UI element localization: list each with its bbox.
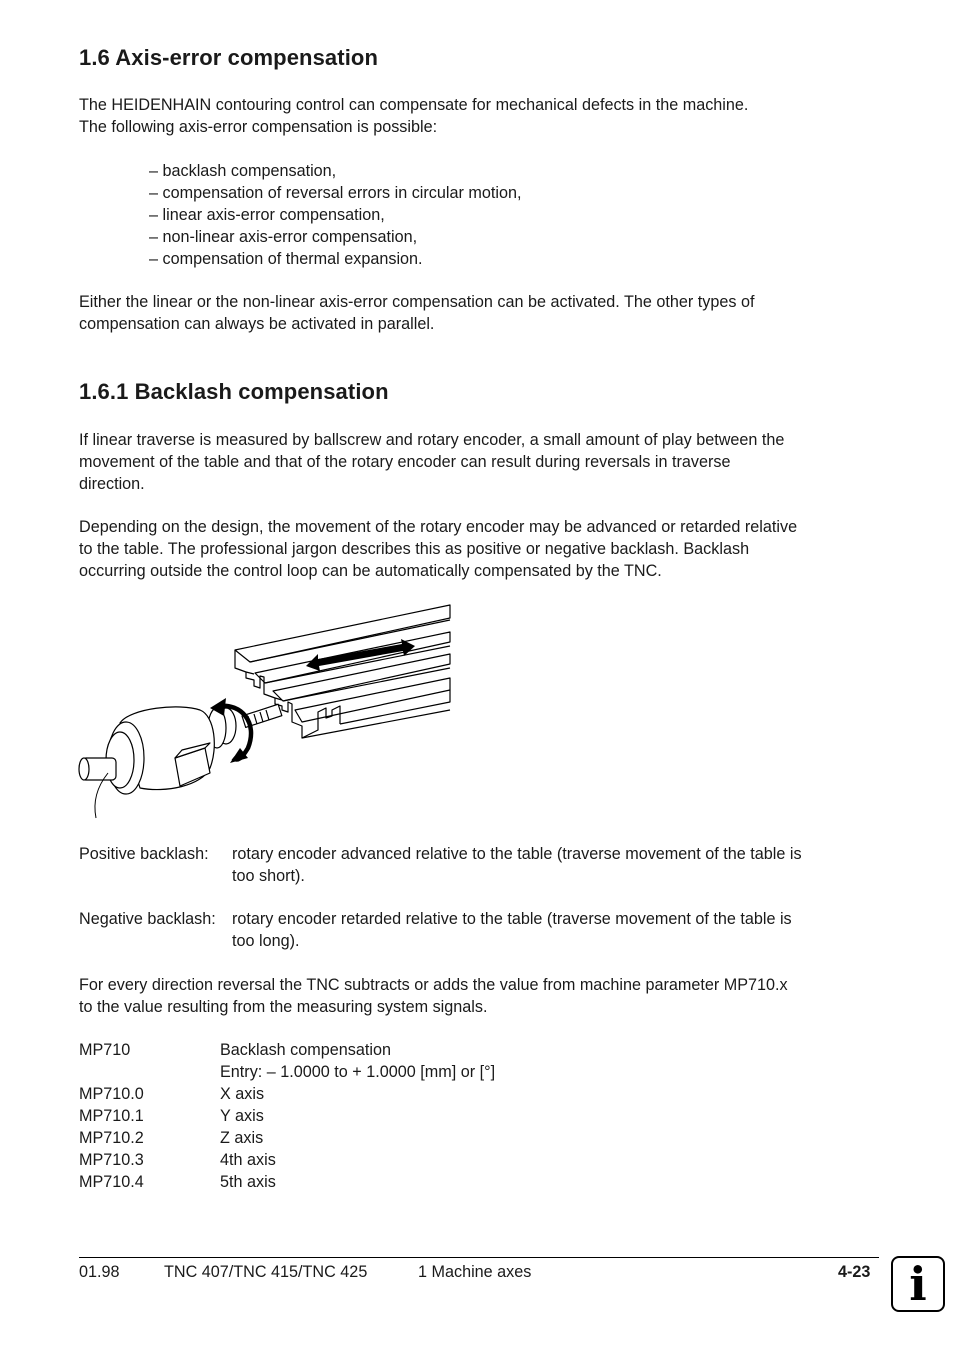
activation-note: Either the linear or the non-linear axis-error compensation can be activated. The other types of compensation can always be activated in parallel. [79, 293, 755, 333]
param-desc: Y axis [220, 1107, 264, 1125]
param-name: MP710 [79, 1041, 131, 1059]
param-name: MP710.2 [79, 1129, 144, 1147]
list-item: – backlash compensation, [149, 162, 337, 180]
param-desc: 4th axis [220, 1151, 276, 1169]
param-name: MP710.4 [79, 1173, 144, 1191]
list-item: – non-linear axis-error compensation, [149, 228, 418, 246]
positive-backlash-definition: Positive backlash: rotary encoder advanced relative to the table (traverse movement of the table is too short). [79, 845, 802, 885]
intro-paragraph: The HEIDENHAIN contouring control can compensate for mechanical defects in the machine. The following axis-error compensation is possible: [79, 96, 749, 136]
footer-model: TNC 407/TNC 415/TNC 425 [164, 1263, 368, 1281]
param-desc: Z axis [220, 1129, 264, 1147]
param-desc: X axis [220, 1085, 265, 1103]
param-desc: Backlash compensation [220, 1041, 391, 1059]
footer-chapter: 1 Machine axes [418, 1263, 532, 1281]
backlash-paragraph-1: If linear traverse is measured by ballscrew and rotary encoder, a small amount of play between the movement of the table and that of the rotary encoder can result during reversals in traverse direction. [79, 431, 785, 493]
footer-rule [79, 1257, 879, 1258]
param-name: MP710.3 [79, 1151, 144, 1169]
page-number: 4-23 [838, 1263, 871, 1281]
param-name: MP710.1 [79, 1107, 144, 1125]
param-entry-range: Entry: – 1.0000 to + 1.0000 [mm] or [°] [220, 1063, 496, 1081]
section-heading: 1.6 Axis-error compensation [79, 45, 378, 70]
reversal-paragraph: For every direction reversal the TNC subtracts or adds the value from machine parameter MP710.x to the value resulting from the measuring system signals. [79, 976, 788, 1016]
list-item: – compensation of thermal expansion. [149, 250, 423, 268]
backlash-paragraph-2: Depending on the design, the movement of the rotary encoder may be advanced or retarded relative to the table. The professional jargon describes this as positive or negative backlash. Backlash occurring outside the control loop can be automatically compensated by the TNC. [79, 518, 798, 580]
info-glyph: i [909, 1257, 927, 1311]
footer-date: 01.98 [79, 1263, 120, 1281]
param-name: MP710.0 [79, 1085, 144, 1103]
list-item: – compensation of reversal errors in circular motion, [149, 184, 522, 202]
info-icon [891, 1256, 945, 1312]
list-item: – linear axis-error compensation, [149, 206, 385, 224]
negative-backlash-definition: Negative backlash: rotary encoder retarded relative to the table (traverse movement of the table is too long). [79, 910, 792, 950]
param-desc: 5th axis [220, 1173, 276, 1191]
subsection-heading: 1.6.1 Backlash compensation [79, 379, 389, 404]
backlash-illustration [70, 598, 460, 828]
